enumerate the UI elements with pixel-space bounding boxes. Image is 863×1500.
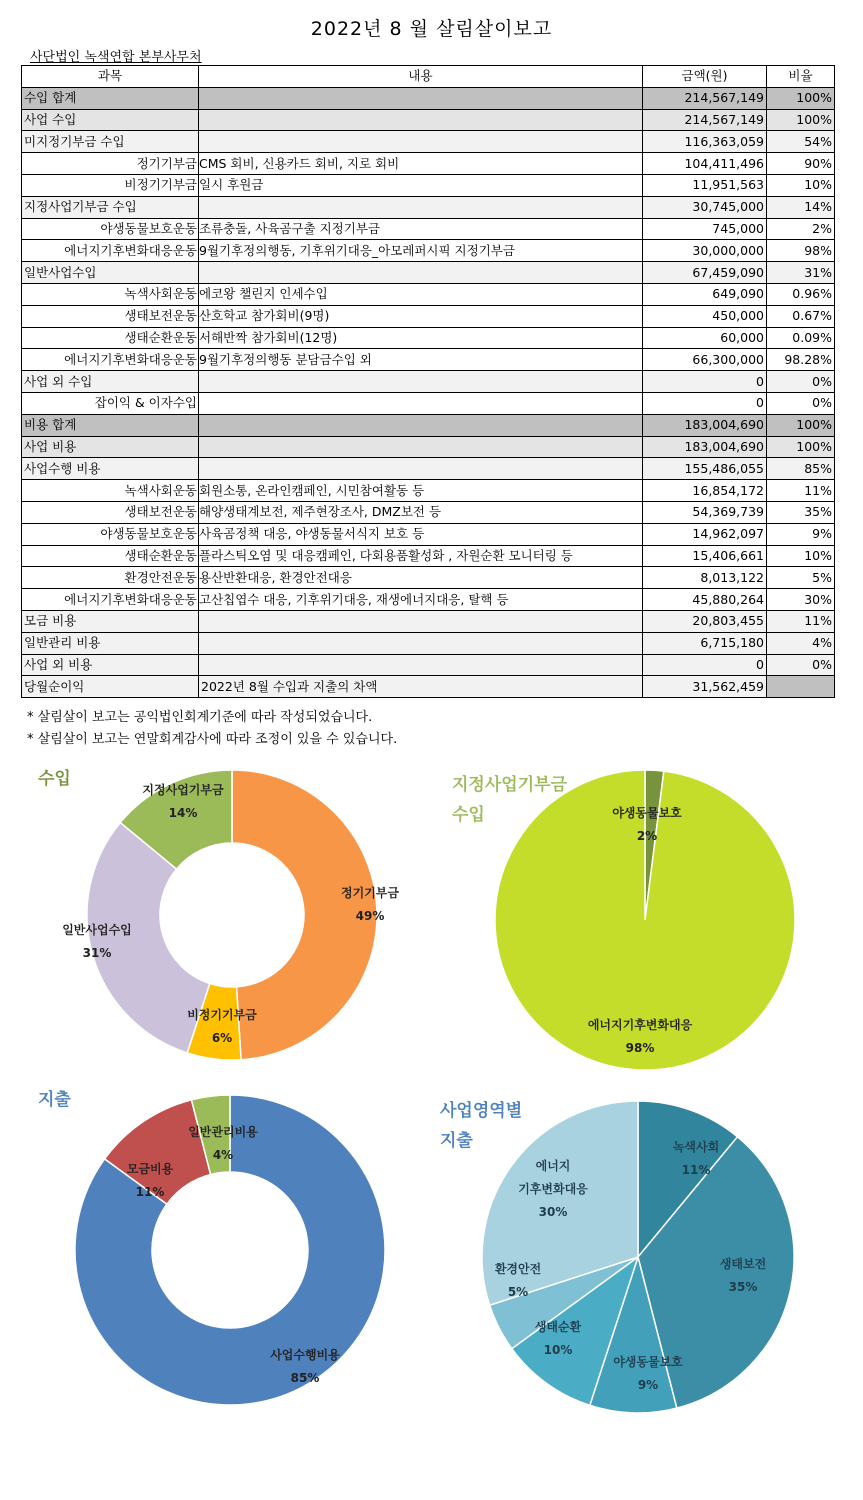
cell-desc: 조류충돌, 사육곰구출 지정기부금 — [199, 218, 643, 240]
cell-name: 사업 외 수입 — [22, 371, 199, 393]
cell-desc — [199, 654, 643, 676]
slice-label-1: 생태보전 35% — [719, 1257, 767, 1294]
cell-ratio: 14% — [767, 196, 835, 218]
cell-amount: 450,000 — [643, 305, 767, 327]
cell-amount: 45,880,264 — [643, 589, 767, 611]
table-row — [22, 480, 835, 502]
note-line: * 살림살이 보고는 연말회계감사에 따라 조정이 있을 수 있습니다. — [27, 732, 398, 747]
cell-name: 사업 비용 — [22, 436, 199, 458]
table-row — [22, 305, 835, 327]
cell-name: 모금 비용 — [22, 610, 199, 632]
table-row — [22, 371, 835, 393]
slice-label-0: 사업수행비용 85% — [270, 1348, 340, 1385]
cell-amount: 31,562,459 — [643, 676, 767, 698]
cell-name: 수입 합계 — [22, 87, 199, 109]
cell-desc: 사육곰정책 대응, 야생동물서식지 보호 등 — [199, 523, 643, 545]
cell-desc: 회원소통, 온라인캠페인, 시민참여활동 등 — [199, 480, 643, 502]
table-row — [22, 327, 835, 349]
cell-name: 생태순환운동 — [22, 327, 199, 349]
cell-name: 생태보전운동 — [22, 305, 199, 327]
report-title: 2022년 8 월 살림살이보고 — [310, 18, 553, 40]
notes — [27, 707, 397, 751]
table-row — [22, 283, 835, 305]
cell-desc: 해양생태계보전, 제주현장조사, DMZ보전 등 — [199, 501, 643, 523]
cell-desc: 서해반짝 참가회비(12명) — [199, 327, 643, 349]
table-row — [22, 174, 835, 196]
table-row — [22, 196, 835, 218]
cell-amount: 0 — [643, 371, 767, 393]
cell-ratio: 5% — [767, 567, 835, 589]
cell-name: 일반사업수입 — [22, 262, 199, 284]
cell-name: 미지정기부금 수입 — [22, 131, 199, 153]
cell-ratio: 100% — [767, 87, 835, 109]
table-row — [22, 589, 835, 611]
cell-ratio: 0% — [767, 654, 835, 676]
cell-amount: 183,004,690 — [643, 414, 767, 436]
cell-ratio: 0.96% — [767, 283, 835, 305]
cell-ratio: 100% — [767, 436, 835, 458]
cell-ratio: 10% — [767, 545, 835, 567]
cell-desc: 9월기후정의행동, 기후위기대응_아모레퍼시픽 지정기부금 — [199, 240, 643, 262]
cell-desc — [199, 632, 643, 654]
cell-name: 비정기기부금 — [22, 174, 199, 196]
cell-amount: 0 — [643, 654, 767, 676]
financial-report-table — [21, 65, 835, 698]
expense-chart-title: 지출 — [38, 1090, 71, 1110]
cell-desc: 에코왕 챌린지 인세수입 — [199, 283, 643, 305]
cell-desc — [199, 87, 643, 109]
table-row — [22, 414, 835, 436]
cell-ratio: 98.28% — [767, 349, 835, 371]
cell-ratio: 0% — [767, 371, 835, 393]
cell-ratio: 0% — [767, 392, 835, 414]
cell-desc: 일시 후원금 — [199, 174, 643, 196]
header-ratio: 비율 — [767, 66, 835, 88]
cell-ratio: 30% — [767, 589, 835, 611]
slice-label-1: 에너지기후변화대응 98% — [587, 1018, 693, 1055]
cell-ratio: 0.09% — [767, 327, 835, 349]
cell-amount: 214,567,149 — [643, 109, 767, 131]
cell-desc: 플라스틱오염 및 대응캠페인, 다회용품활성화 , 자원순환 모니터링 등 — [199, 545, 643, 567]
cell-name: 정기기부금 — [22, 153, 199, 175]
expense-donut-chart — [70, 1088, 390, 1408]
cell-desc — [199, 131, 643, 153]
cell-ratio: 10% — [767, 174, 835, 196]
cell-amount: 20,803,455 — [643, 610, 767, 632]
cell-desc: 2022년 8월 수입과 지출의 차액 — [199, 676, 643, 698]
cell-name: 환경안전운동 — [22, 567, 199, 589]
cell-desc — [199, 458, 643, 480]
slice-label-0: 정기기부금 49% — [341, 886, 399, 923]
cell-desc — [199, 392, 643, 414]
table-row — [22, 87, 835, 109]
cell-amount: 54,369,739 — [643, 501, 767, 523]
cell-ratio: 9% — [767, 523, 835, 545]
cell-desc — [199, 610, 643, 632]
cell-amount: 8,013,122 — [643, 567, 767, 589]
table-row — [22, 109, 835, 131]
cell-amount: 60,000 — [643, 327, 767, 349]
slice-label-0: 야생동물보호 2% — [612, 806, 682, 843]
table-header-row — [22, 66, 835, 88]
slice-label-2: 야생동물보호 9% — [613, 1355, 683, 1392]
slice-label-3: 지정사업기부금 14% — [142, 783, 224, 820]
table-row — [22, 240, 835, 262]
table-row — [22, 610, 835, 632]
cell-ratio: 35% — [767, 501, 835, 523]
cell-amount: 30,000,000 — [643, 240, 767, 262]
organization-name: 사단법인 녹색연합 본부사무처 — [30, 50, 202, 65]
slice-label-5: 에너지 기후변화대응 30% — [518, 1159, 588, 1219]
slice-label-2: 일반관리비용 4% — [188, 1125, 258, 1162]
income-donut-chart — [62, 775, 399, 1065]
cell-name: 사업수행 비용 — [22, 458, 199, 480]
cell-amount: 649,090 — [643, 283, 767, 305]
cell-name: 일반관리 비용 — [22, 632, 199, 654]
table-row — [22, 153, 835, 175]
cell-ratio — [767, 676, 835, 698]
cell-ratio: 100% — [767, 109, 835, 131]
cell-name: 야생동물보호운동 — [22, 523, 199, 545]
area-chart-title: 사업영역별 지출 — [440, 1101, 523, 1151]
slice-label-3: 생태순환 10% — [534, 1320, 582, 1357]
slice-label-1: 모금비용 11% — [126, 1162, 174, 1199]
cell-desc — [199, 196, 643, 218]
cell-ratio: 90% — [767, 153, 835, 175]
cell-ratio: 85% — [767, 458, 835, 480]
slice-label-1: 비정기기부금 6% — [187, 1008, 257, 1045]
cell-name: 야생동물보호운동 — [22, 218, 199, 240]
cell-desc — [199, 109, 643, 131]
cell-name: 당월순이익 — [22, 676, 199, 698]
header-subject: 과목 — [22, 66, 199, 88]
cell-desc: 용산반환대응, 환경안전대응 — [199, 567, 643, 589]
cell-ratio: 31% — [767, 262, 835, 284]
cell-amount: 214,567,149 — [643, 87, 767, 109]
cell-ratio: 11% — [767, 610, 835, 632]
cell-amount: 745,000 — [643, 218, 767, 240]
cell-amount: 104,411,496 — [643, 153, 767, 175]
cell-amount: 67,459,090 — [643, 262, 767, 284]
table-row — [22, 501, 835, 523]
designated-chart-title: 지정사업기부금 수입 — [452, 775, 567, 825]
table-row — [22, 654, 835, 676]
cell-ratio: 2% — [767, 218, 835, 240]
slice-label-2: 일반사업수입 31% — [62, 923, 132, 960]
cell-desc — [199, 262, 643, 284]
cell-desc: 고산칩엽수 대응, 기후위기대응, 재생에너지대응, 탈핵 등 — [199, 589, 643, 611]
cell-name: 사업 외 비용 — [22, 654, 199, 676]
cell-amount: 16,854,172 — [643, 480, 767, 502]
table-row — [22, 567, 835, 589]
table-row — [22, 131, 835, 153]
cell-ratio: 0.67% — [767, 305, 835, 327]
table-row — [22, 262, 835, 284]
cell-desc: CMS 회비, 신용카드 회비, 지로 회비 — [199, 153, 643, 175]
table-row — [22, 458, 835, 480]
cell-name: 에너지기후변화대응운동 — [22, 240, 199, 262]
cell-amount: 15,406,661 — [643, 545, 767, 567]
header-amount: 금액(원) — [643, 66, 767, 88]
cell-amount: 155,486,055 — [643, 458, 767, 480]
cell-name: 지정사업기부금 수입 — [22, 196, 199, 218]
cell-name: 에너지기후변화대응운동 — [22, 349, 199, 371]
cell-name: 비용 합계 — [22, 414, 199, 436]
slice-label-0: 녹색사회 11% — [672, 1140, 720, 1177]
area-pie-chart — [475, 1092, 805, 1422]
cell-amount: 66,300,000 — [643, 349, 767, 371]
cell-name: 녹색사회운동 — [22, 283, 199, 305]
cell-ratio: 100% — [767, 414, 835, 436]
table-row — [22, 218, 835, 240]
cell-desc: 산호학교 참가회비(9명) — [199, 305, 643, 327]
note-line: * 살림살이 보고는 공익법인회계기준에 따라 작성되었습니다. — [27, 710, 373, 725]
cell-amount: 11,951,563 — [643, 174, 767, 196]
cell-desc — [199, 436, 643, 458]
table-row — [22, 676, 835, 698]
cell-name: 녹색사회운동 — [22, 480, 199, 502]
income-chart-title: 수입 — [38, 769, 71, 789]
cell-desc — [199, 414, 643, 436]
cell-name: 잡이익 & 이자수입 — [22, 392, 199, 414]
designated-pie-chart — [490, 765, 800, 1075]
cell-name: 생태순환운동 — [22, 545, 199, 567]
table-row — [22, 523, 835, 545]
table-row — [22, 392, 835, 414]
table-row — [22, 436, 835, 458]
cell-amount: 0 — [643, 392, 767, 414]
table-row — [22, 632, 835, 654]
cell-amount: 116,363,059 — [643, 131, 767, 153]
header-content: 내용 — [199, 66, 643, 88]
cell-ratio: 98% — [767, 240, 835, 262]
table-row — [22, 545, 835, 567]
cell-amount: 6,715,180 — [643, 632, 767, 654]
cell-ratio: 4% — [767, 632, 835, 654]
slice-label-4: 환경안전 5% — [494, 1262, 542, 1299]
cell-name: 사업 수입 — [22, 109, 199, 131]
table-row — [22, 349, 835, 371]
cell-amount: 30,745,000 — [643, 196, 767, 218]
cell-name: 에너지기후변화대응운동 — [22, 589, 199, 611]
cell-amount: 183,004,690 — [643, 436, 767, 458]
cell-ratio: 11% — [767, 480, 835, 502]
cell-desc — [199, 371, 643, 393]
cell-ratio: 54% — [767, 131, 835, 153]
cell-desc: 9월기후정의행동 분담금수입 외 — [199, 349, 643, 371]
cell-amount: 14,962,097 — [643, 523, 767, 545]
cell-name: 생태보전운동 — [22, 501, 199, 523]
